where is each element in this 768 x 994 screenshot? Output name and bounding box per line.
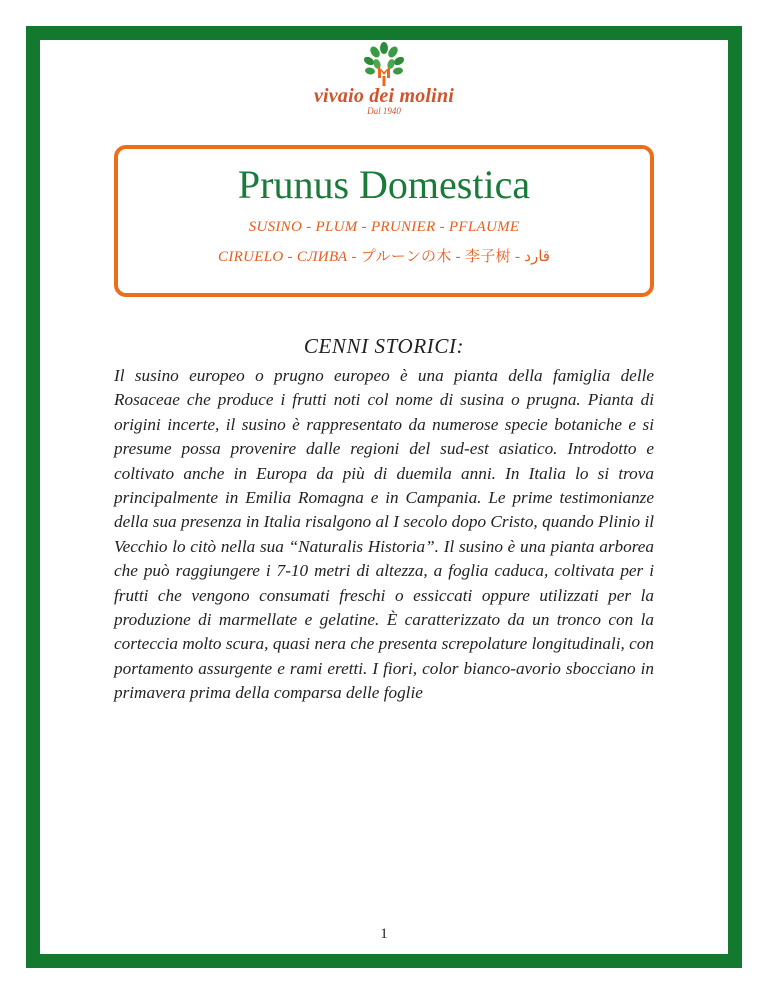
brand-since: Dal 1940 — [367, 106, 401, 116]
brand-logo — [0, 42, 768, 116]
page-number: 1 — [380, 926, 388, 942]
title-box — [114, 145, 654, 297]
common-names-latin: CIRUELO - — [218, 249, 297, 265]
common-names-line-1: SUSINO - PLUM - PRUNIER - PFLAUME — [248, 219, 520, 235]
body-paragraph: Il susino europeo o prugno europeo è una pianta della famiglia delle Rosaceae che produce i frutti noti col nome di susina o prugna. Pianta di origini incerte, il susino è rappresentato da numerose specie botaniche e si presume possa provenire dalle regioni del sud-est asiatico. Introdotto e coltivato anche in Europa da più di duemila anni. In Italia lo si trova principalmente in Emilia Romagna e in Campania. Le prime testimonianze della sua presenza in Italia risalgono al I secolo dopo Cristo, quando Plinio il Vecchio lo citò nella sua “Naturalis Historia”. Il susino è una pianta arborea che può raggiungere i 7-10 metri di altezza, a foglia caduca, coltivata per i frutti che vengono consumati freschi o essiccati oppure utilizzati per la produzione di marmellate e gelatine. È caratterizzato da un tronco con la corteccia molto scura, quasi nera che presenta screpolature longitudinali, con portamento assurgente e rami eretti. I fiori, color bianco-avorio sbocciano in primavera prima della comparsa delle foglie — [114, 366, 654, 703]
page-title: Prunus Domestica — [237, 162, 531, 207]
section-heading: CENNI STORICI: — [303, 334, 465, 358]
common-names-cyrillic: СЛИВА — [296, 249, 348, 265]
common-names-line-2 — [118, 247, 650, 267]
brand-name: vivaio dei molini — [313, 85, 455, 107]
tree-leaves-logo-icon — [360, 42, 408, 88]
common-names-other: - プルーンの木 - 李子树 - قارد — [347, 249, 550, 265]
